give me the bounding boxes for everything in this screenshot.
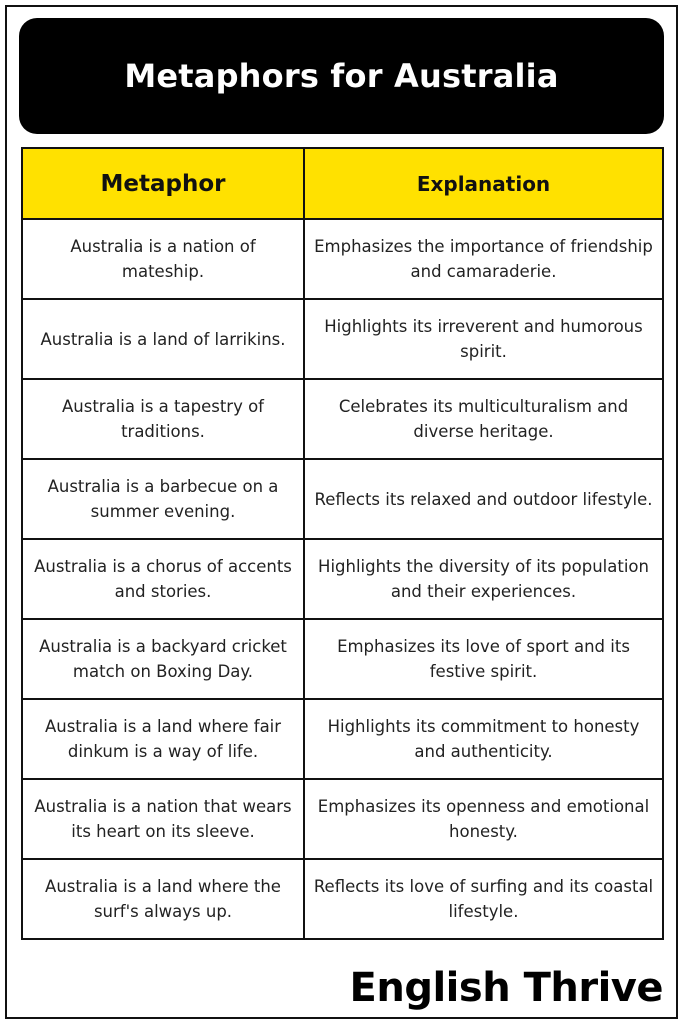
- explanation-cell: Reflects its relaxed and outdoor lifestyle.: [304, 459, 663, 539]
- metaphor-cell: Australia is a tapestry of traditions.: [22, 379, 304, 459]
- table-row: [22, 459, 663, 539]
- table-header-row: [22, 148, 663, 219]
- table-row: [22, 219, 663, 299]
- explanation-cell: Emphasizes the importance of friendship and camaraderie.: [304, 219, 663, 299]
- brand-wordmark: English Thrive: [349, 965, 663, 1011]
- table-row: [22, 299, 663, 379]
- table-row: [22, 699, 663, 779]
- table-row: [22, 859, 663, 939]
- table-row: [22, 539, 663, 619]
- table-row: [22, 379, 663, 459]
- column-header-metaphor: Metaphor: [22, 148, 304, 219]
- metaphor-cell: Australia is a backyard cricket match on Boxing Day.: [22, 619, 304, 699]
- explanation-cell: Emphasizes its openness and emotional honesty.: [304, 779, 663, 859]
- explanation-cell: Celebrates its multiculturalism and diverse heritage.: [304, 379, 663, 459]
- table-row: [22, 619, 663, 699]
- column-header-explanation: Explanation: [304, 148, 663, 219]
- explanation-cell: Emphasizes its love of sport and its festive spirit.: [304, 619, 663, 699]
- explanation-cell: Highlights the diversity of its population and their experiences.: [304, 539, 663, 619]
- metaphor-cell: Australia is a barbecue on a summer evening.: [22, 459, 304, 539]
- metaphor-cell: Australia is a chorus of accents and stories.: [22, 539, 304, 619]
- title-banner: [19, 18, 664, 134]
- page-title: Metaphors for Australia: [124, 57, 559, 95]
- metaphor-table: [21, 147, 664, 940]
- metaphor-cell: Australia is a land of larrikins.: [22, 299, 304, 379]
- metaphor-cell: Australia is a land where fair dinkum is a way of life.: [22, 699, 304, 779]
- explanation-cell: Reflects its love of surfing and its coastal lifestyle.: [304, 859, 663, 939]
- metaphor-cell: Australia is a nation of mateship.: [22, 219, 304, 299]
- table-row: [22, 779, 663, 859]
- explanation-cell: Highlights its irreverent and humorous spirit.: [304, 299, 663, 379]
- explanation-cell: Highlights its commitment to honesty and authenticity.: [304, 699, 663, 779]
- metaphor-cell: Australia is a nation that wears its heart on its sleeve.: [22, 779, 304, 859]
- metaphor-cell: Australia is a land where the surf's always up.: [22, 859, 304, 939]
